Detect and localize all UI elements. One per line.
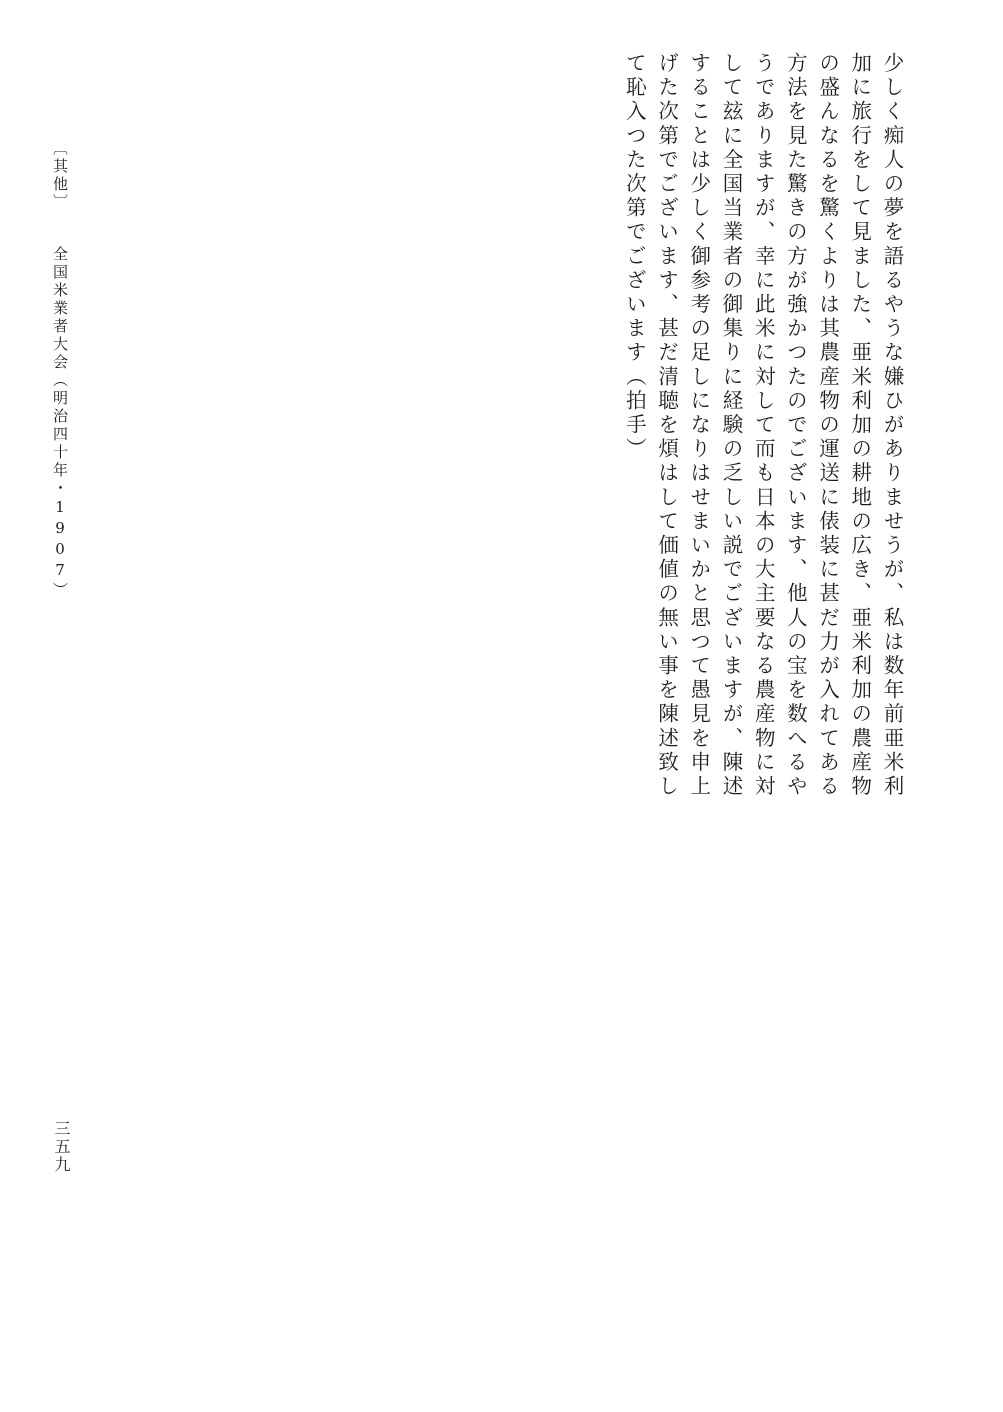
header-title: 全国米業者大会（明治四十年・1907） bbox=[51, 246, 69, 600]
body-line: うでありますが、幸に此米に対して而も日本の大主要なる農産物に対 bbox=[751, 52, 776, 800]
header-section: 〔其他〕 bbox=[51, 140, 69, 212]
body-text bbox=[618, 52, 908, 800]
body-line: て恥入つた次第でございます（拍手） bbox=[622, 52, 647, 462]
body-line: 方法を見た驚きの方が強かつたのでございます、他人の宝を数へるや bbox=[783, 52, 808, 800]
body-line: 加に旅行をして見ました、亜米利加の耕地の広き、亜米利加の農産物 bbox=[847, 52, 872, 800]
body-line: の盛んなるを驚くよりは其農産物の運送に俵装に甚だ力が入れてある bbox=[815, 52, 840, 800]
body-line: することは少しく御参考の足しになりはせまいかと思つて愚見を申上 bbox=[686, 52, 711, 800]
running-header bbox=[50, 140, 70, 600]
body-line: 少しく痴人の夢を語るやうな嫌ひがありませうが、私は数年前亜米利 bbox=[880, 52, 904, 800]
header-text bbox=[50, 140, 70, 600]
body-line: して玆に全国当業者の御集りに経験の乏しい説でございますが、陳述 bbox=[718, 52, 743, 800]
body-line: げた次第でございます、甚だ清聴を煩はして価値の無い事を陳述致し bbox=[654, 52, 679, 800]
page-number: 三五九 bbox=[52, 1120, 71, 1174]
